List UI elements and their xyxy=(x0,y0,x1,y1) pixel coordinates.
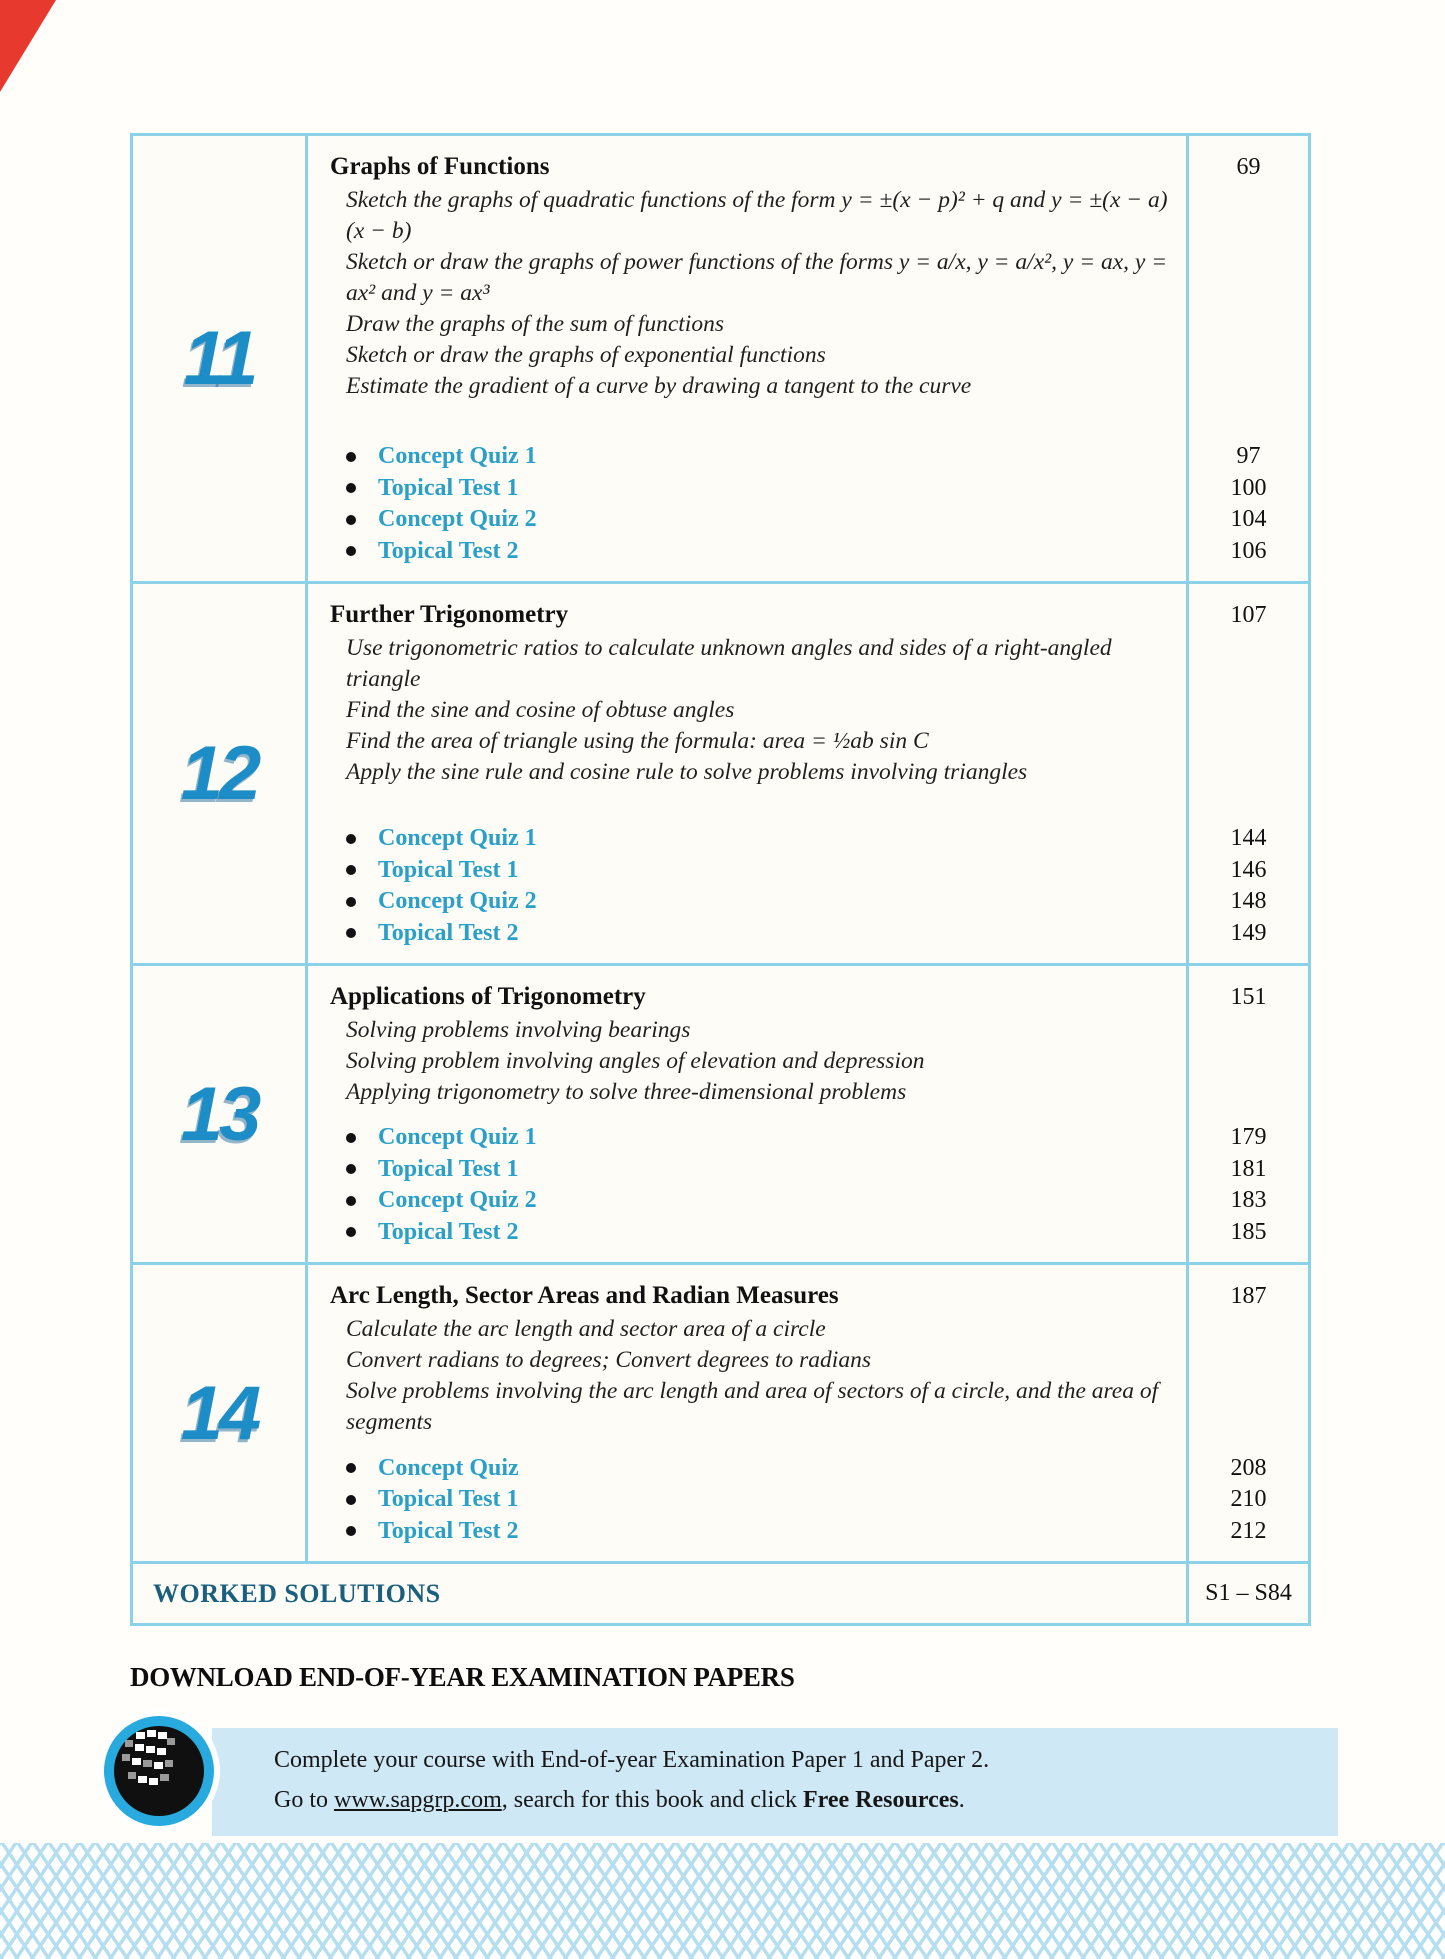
quiz-label: Topical Test 2 xyxy=(378,1218,519,1245)
chapter-objective: Calculate the arc length and sector area of a circle xyxy=(346,1316,826,1342)
quiz-label: Topical Test 2 xyxy=(378,537,519,564)
quiz-link[interactable] xyxy=(346,473,1168,505)
chapter-pages-cell xyxy=(1186,584,1308,963)
quiz-link[interactable] xyxy=(346,1484,1168,1516)
bullet-icon xyxy=(346,1196,356,1206)
chapter-content-cell xyxy=(308,136,1186,581)
quiz-link[interactable] xyxy=(346,1122,1168,1154)
chapter-page-number: 187 xyxy=(1230,1283,1267,1309)
quiz-link[interactable] xyxy=(346,536,1168,568)
chapter-objective: Solving problems involving bearings xyxy=(346,1017,691,1043)
chapter-number-cell xyxy=(133,584,308,963)
bullet-icon xyxy=(346,1227,356,1237)
chapter-objective: Find the area of triangle using the formula: area = ½ab sin C xyxy=(346,728,929,754)
bullet-icon xyxy=(346,1463,356,1473)
quiz-label: Concept Quiz xyxy=(378,1454,519,1481)
quiz-link[interactable] xyxy=(346,1453,1168,1485)
quiz-link[interactable] xyxy=(346,1516,1168,1548)
chapter-objectives xyxy=(346,1015,1168,1108)
chapter-row xyxy=(133,136,1308,584)
quiz-label: Concept Quiz 1 xyxy=(378,443,537,469)
quiz-label: Concept Quiz 2 xyxy=(378,506,537,532)
bullet-icon xyxy=(346,834,356,844)
quiz-page-number: 106 xyxy=(1230,537,1267,564)
quiz-page-number: 97 xyxy=(1236,443,1261,469)
chapter-objective: Apply the sine rule and cosine rule to solve problems involving triangles xyxy=(346,759,1028,785)
download-heading: DOWNLOAD END-OF-YEAR EXAMINATION PAPERS xyxy=(130,1662,795,1692)
chapter-objective: Draw the graphs of the sum of functions xyxy=(346,311,724,337)
worked-solutions-row xyxy=(133,1564,1308,1623)
download-info-text xyxy=(274,1740,1322,1820)
chapter-title: Applications of Trigonometry xyxy=(330,983,646,1010)
sapgrp-link[interactable]: www.sapgrp.com xyxy=(334,1787,502,1813)
download-line1: Complete your course with End-of-year Examination Paper 1 and Paper 2. xyxy=(274,1747,990,1773)
chapter-pages-cell xyxy=(1186,1265,1308,1561)
bullet-icon xyxy=(346,483,356,493)
quiz-page-number: 104 xyxy=(1230,506,1267,532)
quiz-page-number: 183 xyxy=(1230,1187,1267,1213)
quiz-page-number: 181 xyxy=(1230,1155,1267,1182)
chapter-pages-cell xyxy=(1186,136,1308,581)
quiz-page-numbers xyxy=(1231,441,1267,567)
chapter-objective: Solve problems involving the arc length and area of sectors of a circle, and the area of segments xyxy=(346,1378,1159,1435)
quiz-link[interactable] xyxy=(346,1154,1168,1186)
chapter-objective: Applying trigonometry to solve three-dimensional problems xyxy=(346,1079,907,1105)
quiz-page-number: 212 xyxy=(1230,1517,1267,1544)
toc-table xyxy=(130,133,1311,1626)
bullet-icon xyxy=(346,546,356,556)
download-line2-prefix: Go to xyxy=(274,1787,334,1813)
quiz-link[interactable] xyxy=(346,886,1168,918)
quiz-page-number: 208 xyxy=(1230,1454,1267,1481)
bullet-icon xyxy=(346,515,356,525)
quiz-page-number: 148 xyxy=(1230,888,1267,914)
quiz-label: Concept Quiz 2 xyxy=(378,888,537,914)
chapter-content-cell xyxy=(308,966,1186,1262)
chapter-objectives xyxy=(346,1314,1168,1438)
worked-solutions-label: WORKED SOLUTIONS xyxy=(153,1578,441,1608)
quiz-link[interactable] xyxy=(346,823,1168,855)
quiz-page-number: 185 xyxy=(1230,1218,1267,1245)
chapter-number: 13 xyxy=(180,1071,258,1157)
chapter-objective: Sketch the graphs of quadratic functions of the form y = ±(x − p)² + q and y = ±(x − a)(x − b) xyxy=(346,187,1168,244)
chapter-objectives xyxy=(346,633,1168,788)
chapter-title: Further Trigonometry xyxy=(330,601,569,628)
quiz-link[interactable] xyxy=(346,1185,1168,1217)
download-line2-suffix: . xyxy=(958,1787,965,1813)
quiz-page-numbers xyxy=(1231,1453,1267,1548)
chapter-number-cell xyxy=(133,966,308,1262)
chapter-objective: Use trigonometric ratios to calculate unknown angles and sides of a right-angled triangle xyxy=(346,635,1112,692)
quiz-label: Topical Test 2 xyxy=(378,919,519,946)
quiz-page-numbers xyxy=(1231,1122,1267,1248)
free-resources-label: Free Resources xyxy=(803,1787,959,1813)
quiz-page-numbers xyxy=(1231,823,1267,949)
chapter-content-cell xyxy=(308,584,1186,963)
chapter-row xyxy=(133,966,1308,1265)
quiz-page-number: 179 xyxy=(1230,1124,1267,1150)
chapter-quiz-list xyxy=(346,1122,1168,1248)
footer-crosshatch-pattern xyxy=(0,1843,1445,1959)
chapter-page-number: 107 xyxy=(1230,602,1267,628)
quiz-label: Topical Test 2 xyxy=(378,1517,519,1544)
chapter-content-cell xyxy=(308,1265,1186,1561)
chapter-title: Graphs of Functions xyxy=(330,153,550,180)
quiz-page-number: 144 xyxy=(1230,825,1267,851)
quiz-link[interactable] xyxy=(346,1217,1168,1249)
chapter-number: 14 xyxy=(180,1370,258,1456)
bullet-icon xyxy=(346,1133,356,1143)
download-info-box xyxy=(212,1728,1338,1836)
page-corner-ribbon xyxy=(0,0,56,92)
chapter-number-cell xyxy=(133,1265,308,1561)
bullet-icon xyxy=(346,452,356,462)
worked-solutions-pages-cell xyxy=(1186,1564,1308,1623)
chapter-objective: Estimate the gradient of a curve by drawing a tangent to the curve xyxy=(346,373,972,399)
download-line2-middle: , search for this book and click xyxy=(501,1787,803,1813)
quiz-link[interactable] xyxy=(346,441,1168,473)
bullet-icon xyxy=(346,1164,356,1174)
quiz-label: Topical Test 1 xyxy=(378,474,519,501)
worked-solutions-cell xyxy=(133,1564,1186,1623)
chapter-pages-cell xyxy=(1186,966,1308,1262)
chapter-title: Arc Length, Sector Areas and Radian Measures xyxy=(330,1282,839,1309)
bullet-icon xyxy=(346,1526,356,1536)
quiz-link[interactable] xyxy=(346,918,1168,950)
quiz-label: Topical Test 1 xyxy=(378,856,519,883)
quiz-label: Topical Test 1 xyxy=(378,1155,519,1182)
quiz-label: Concept Quiz 2 xyxy=(378,1187,537,1213)
chapter-row xyxy=(133,1265,1308,1564)
worked-solutions-page-range: S1 – S84 xyxy=(1205,1580,1292,1606)
quiz-link[interactable] xyxy=(346,504,1168,536)
chapter-number-cell xyxy=(133,136,308,581)
bullet-icon xyxy=(346,897,356,907)
chapter-objectives xyxy=(346,185,1168,402)
quiz-page-number: 210 xyxy=(1230,1486,1267,1512)
sap-logo-mosaic xyxy=(116,1728,182,1794)
chapter-objective: Sketch or draw the graphs of exponential functions xyxy=(346,342,826,368)
bullet-icon xyxy=(346,865,356,875)
quiz-label: Topical Test 1 xyxy=(378,1486,519,1512)
chapter-objective: Find the sine and cosine of obtuse angles xyxy=(346,697,735,723)
toc-chapter-rows xyxy=(133,136,1308,1564)
sap-logo-icon xyxy=(104,1716,214,1826)
quiz-page-number: 100 xyxy=(1230,474,1267,501)
bullet-icon xyxy=(346,1495,356,1505)
chapter-objective: Sketch or draw the graphs of power functions of the forms y = a/x, y = a/x², y = ax, y = ax² and y = ax³ xyxy=(346,249,1168,306)
chapter-page-number: 151 xyxy=(1230,984,1267,1010)
chapter-page-number: 69 xyxy=(1236,154,1261,180)
chapter-quiz-list xyxy=(346,823,1168,949)
quiz-label: Concept Quiz 1 xyxy=(378,825,537,851)
quiz-link[interactable] xyxy=(346,855,1168,887)
chapter-number: 11 xyxy=(183,316,255,401)
chapter-quiz-list xyxy=(346,441,1168,567)
quiz-page-number: 146 xyxy=(1230,856,1267,883)
quiz-label: Concept Quiz 1 xyxy=(378,1124,537,1150)
chapter-objective: Convert radians to degrees; Convert degrees to radians xyxy=(346,1347,871,1373)
chapter-quiz-list xyxy=(346,1453,1168,1548)
chapter-row xyxy=(133,584,1308,966)
quiz-page-number: 149 xyxy=(1230,919,1267,946)
bullet-icon xyxy=(346,928,356,938)
chapter-objective: Solving problem involving angles of elevation and depression xyxy=(346,1048,925,1074)
chapter-number: 12 xyxy=(180,731,258,816)
